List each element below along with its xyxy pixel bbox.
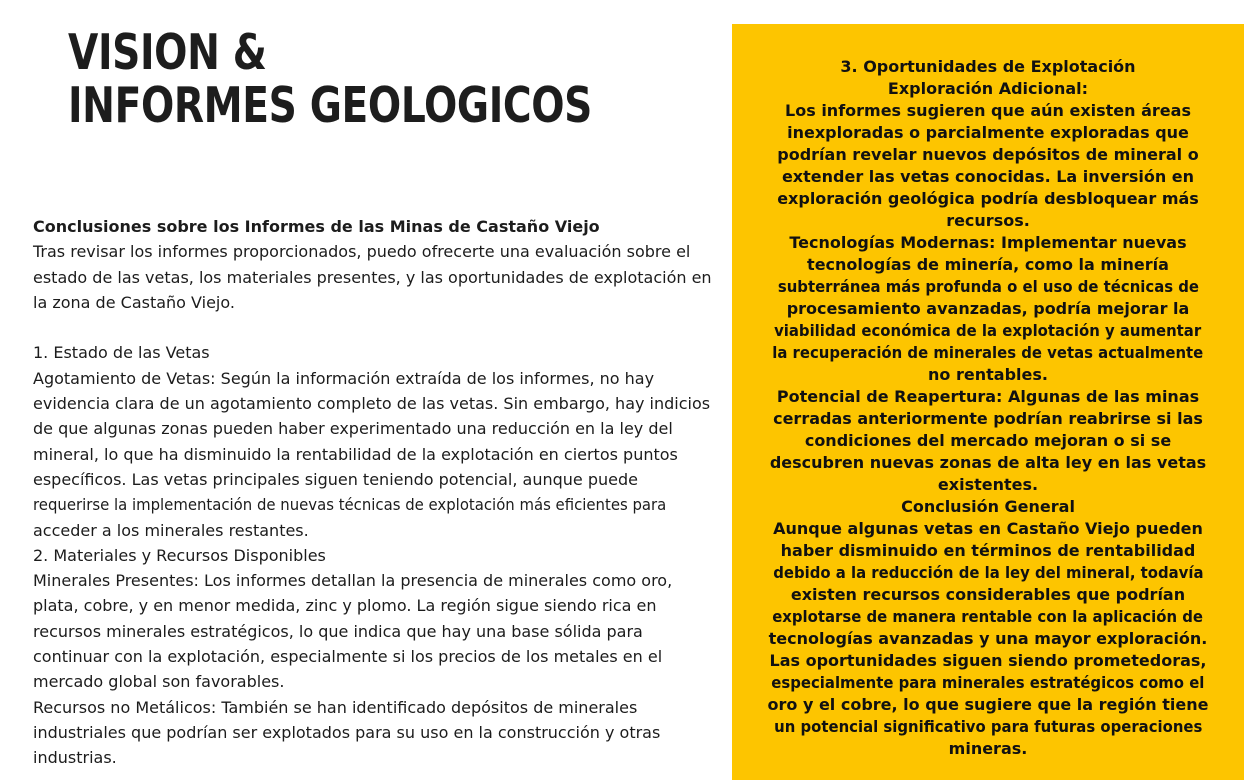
panel-line: cerradas anteriormente podrían reabrirse si las	[773, 409, 1203, 428]
panel-line: inexploradas o parcialmente exploradas que	[787, 123, 1189, 142]
panel-line: Potencial de Reapertura: Algunas de las minas	[776, 387, 1200, 406]
body-line-text: requerirse la implementación de nuevas técnicas de explotación más eficientes para	[33, 495, 667, 515]
panel-line: procesamiento avanzadas, podría mejorar la	[786, 299, 1190, 318]
section-heading-materials: 2. Materiales y Recursos Disponibles	[33, 545, 326, 565]
panel-line	[738, 716, 1238, 738]
body-line: mineral, lo que ha disminuido la rentabilidad de la explotación en ciertos puntos	[33, 444, 678, 464]
section-heading-veins: 1. Estado de las Vetas	[33, 343, 210, 363]
panel-line: oro y el cobre, lo que sugiere que la región tiene	[767, 695, 1209, 714]
panel-line: extender las vetas conocidas. La inversión en	[781, 167, 1195, 186]
panel-line-text: subterránea más profunda o el uso de técnicas de	[777, 277, 1199, 296]
panel-line	[738, 562, 1238, 584]
body-line: Tras revisar los informes proporcionados, puedo ofrecerte una evaluación sobre el	[33, 242, 691, 262]
page-title-line-1: VISION &	[68, 24, 267, 81]
panel-line	[738, 276, 1238, 298]
body-line: industriales que podrían ser explotados para su uso en la construcción y otras	[33, 722, 661, 742]
body-line: específicos. Las vetas principales siguen teniendo potencial, aunque puede	[33, 469, 638, 489]
panel-line: exploración geológica podría desbloquear más	[777, 189, 1199, 208]
panel-line: Aunque algunas vetas en Castaño Viejo pueden	[773, 519, 1203, 538]
panel-line: Los informes sugieren que aún existen áreas	[785, 101, 1191, 120]
panel-line-text: viabilidad económica de la explotación y aumentar	[774, 321, 1202, 340]
opportunities-text	[738, 56, 1238, 760]
panel-line-text: explotarse de manera rentable con la aplicación de	[772, 607, 1204, 626]
panel-line: tecnologías avanzadas y una mayor exploración.	[768, 629, 1208, 648]
panel-line: recursos.	[946, 211, 1030, 230]
body-line: de que algunas zonas pueden haber experimentado una reducción en la ley del	[33, 419, 673, 439]
body-line: recursos minerales estratégicos, lo que indica que hay una base sólida para	[33, 621, 643, 641]
body-line: mercado global son favorables.	[33, 672, 285, 692]
body-line: Minerales Presentes: Los informes detallan la presencia de minerales como oro,	[33, 571, 673, 591]
conclusions-section	[33, 214, 713, 771]
panel-line: descubren nuevas zonas de alta ley en las vetas	[769, 453, 1207, 472]
panel-heading-opportunities: 3. Oportunidades de Explotación	[840, 57, 1136, 76]
panel-line: tecnologías de minería, como la minería	[807, 255, 1169, 274]
panel-line	[738, 672, 1238, 694]
body-line: Recursos no Metálicos: También se han identificado depósitos de minerales	[33, 697, 638, 717]
page-title-line-2: INFORMES GEOLOGICOS	[68, 77, 593, 134]
panel-line: existen recursos considerables que podrían	[790, 585, 1186, 604]
panel-line: condiciones del mercado mejoran o si se	[804, 431, 1172, 450]
opportunities-panel	[732, 24, 1244, 780]
conclusions-heading: Conclusiones sobre los Informes de las Minas de Castaño Viejo	[33, 217, 600, 236]
panel-line-text: la recuperación de minerales de vetas actualmente	[772, 343, 1204, 362]
panel-line: Las oportunidades siguen siendo prometedoras,	[769, 651, 1207, 670]
panel-line-text: un potencial significativo para futuras operaciones	[773, 717, 1203, 736]
body-line: estado de las vetas, los materiales presentes, y las oportunidades de explotación en	[33, 267, 712, 287]
panel-line: haber disminuido en términos de rentabilidad	[780, 541, 1196, 560]
body-line: industrias.	[33, 748, 117, 768]
panel-line	[738, 320, 1238, 342]
panel-line: existentes.	[937, 475, 1039, 494]
panel-line-text: debido a la reducción de la ley del mineral, todavía	[772, 563, 1204, 582]
panel-line: Tecnologías Modernas: Implementar nuevas	[789, 233, 1187, 252]
body-line	[33, 492, 713, 517]
body-line: Agotamiento de Vetas: Según la información extraída de los informes, no hay	[33, 368, 655, 388]
panel-line: mineras.	[948, 739, 1028, 758]
body-line: acceder a los minerales restantes.	[33, 520, 309, 540]
panel-line: no rentables.	[928, 365, 1048, 384]
body-line: plata, cobre, y en menor medida, zinc y plomo. La región sigue siendo rica en	[33, 596, 657, 616]
paragraph-gap	[33, 315, 713, 340]
body-line: continuar con la explotación, especialmente si los precios de los metales en el	[33, 647, 663, 667]
panel-line-text: especialmente para minerales estratégicos como el	[771, 673, 1205, 692]
panel-heading-conclusion: Conclusión General	[901, 497, 1075, 516]
panel-subheading-exploration: Exploración Adicional:	[887, 79, 1089, 98]
panel-line	[738, 342, 1238, 364]
panel-line: podrían revelar nuevos depósitos de mineral o	[777, 145, 1199, 164]
panel-line	[738, 606, 1238, 628]
body-line: evidencia clara de un agotamiento completo de las vetas. Sin embargo, hay indicios	[33, 394, 711, 414]
page-title	[68, 26, 592, 132]
body-line: la zona de Castaño Viejo.	[33, 292, 235, 312]
